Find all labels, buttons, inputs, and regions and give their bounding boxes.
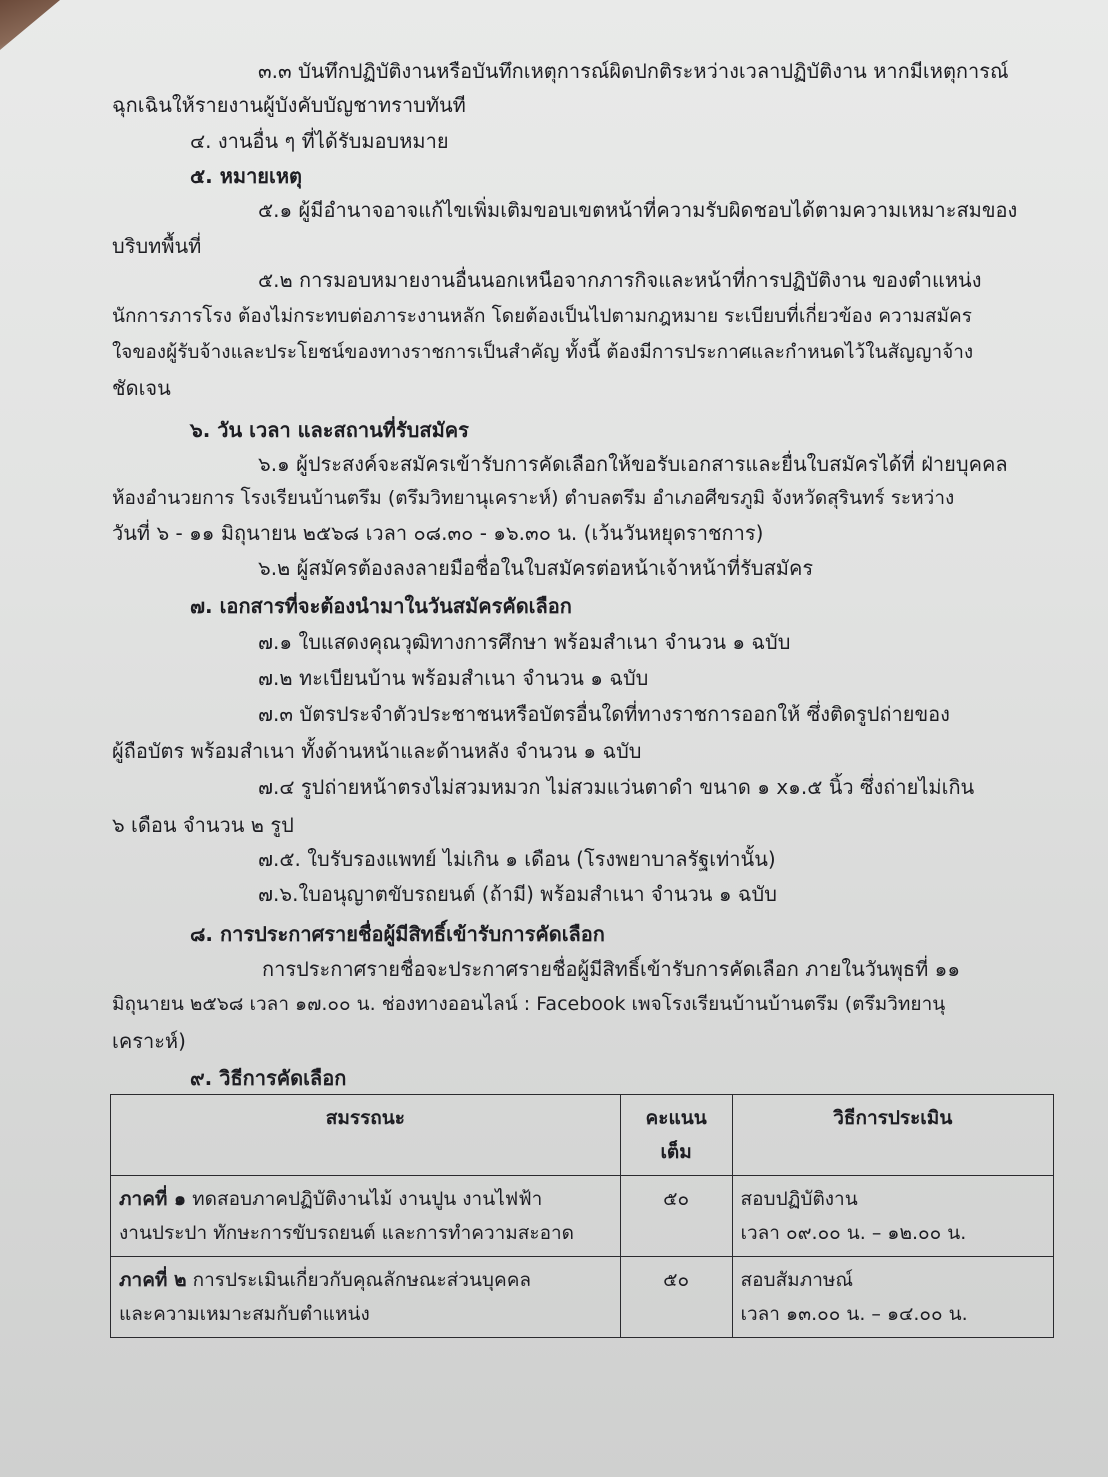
table-header-row — [111, 1095, 1054, 1176]
row-1-desc-1: ทดสอบภาคปฏิบัติงานไม้ งานปูน งานไฟฟ้า — [186, 1188, 543, 1210]
item-8-line-1: การประกาศรายชื่อจะประกาศรายชื่อผู้มีสิทธิ์เข้ารับการคัดเลือก ภายในวันพุธที่ ๑๑ — [262, 957, 961, 981]
table-row — [111, 1257, 1054, 1338]
item-3-3-line-2: ฉุกเฉินให้รายงานผู้บังคับบัญชาทราบทันที — [112, 93, 466, 117]
row-1-method — [732, 1176, 1054, 1257]
row-2-method — [732, 1257, 1054, 1338]
row-1-method-1: สอบปฏิบัติงาน — [740, 1188, 858, 1210]
item-5-2-line-1: ๕.๒ การมอบหมายงานอื่นนอกเหนือจากภารกิจและหน้าที่การปฏิบัติงาน ของตำแหน่ง — [258, 268, 982, 292]
row-2-method-1: สอบสัมภาษณ์ — [740, 1269, 854, 1291]
item-5-1-line-2: บริบทพื้นที่ — [112, 234, 202, 258]
item-7-4-line-2: ๖ เดือน จำนวน ๒ รูป — [112, 813, 294, 837]
item-6-2: ๖.๒ ผู้สมัครต้องลงลายมือชื่อในใบสมัครต่อหน้าเจ้าหน้าที่รับสมัคร — [258, 556, 814, 580]
selection-method-table — [110, 1094, 1054, 1338]
item-7-1: ๗.๑ ใบแสดงคุณวุฒิทางการศึกษา พร้อมสำเนา จำนวน ๑ ฉบับ — [258, 630, 791, 654]
item-6-1-line-2: ห้องอำนวยการ โรงเรียนบ้านตรึม (ตรึมวิทยานุเคราะห์) ตำบลตรึม อำเภอศีขรภูมิ จังหวัดสุรินทร์ ระหว่าง — [112, 487, 955, 509]
row-1-competency — [111, 1176, 621, 1257]
item-5-1-line-1: ๕.๑ ผู้มีอำนาจอาจแก้ไขเพิ่มเติมขอบเขตหน้าที่ความรับผิดชอบได้ตามความเหมาะสมของ — [258, 198, 1018, 222]
header-score-line-2: เต็ม — [660, 1141, 692, 1163]
item-7-6: ๗.๖.ใบอนุญาตขับรถยนต์ (ถ้ามี) พร้อมสำเนา จำนวน ๑ ฉบับ — [258, 882, 777, 906]
header-full-score — [620, 1095, 732, 1176]
item-7-5: ๗.๕. ใบรับรองแพทย์ ไม่เกิน ๑ เดือน (โรงพยาบาลรัฐเท่านั้น) — [258, 847, 776, 871]
item-3-3-line-1: ๓.๓ บันทึกปฏิบัติงานหรือบันทึกเหตุการณ์ผิดปกติระหว่างเวลาปฏิบัติงาน หากมีเหตุการณ์ — [258, 59, 1009, 83]
item-8-line-3: เคราะห์) — [112, 1029, 186, 1053]
header-score-line-1: คะแนน — [645, 1107, 707, 1129]
item-8-line-2: มิถุนายน ๒๕๖๘ เวลา ๑๗.๐๐ น. ช่องทางออนไลน์ : Facebook เพจโรงเรียนบ้านบ้านตรึม (ตรึมวิทยานุ — [112, 993, 946, 1015]
row-1-part-label: ภาคที่ ๑ — [119, 1188, 187, 1210]
table-row — [111, 1176, 1054, 1257]
row-2-desc-2: และความเหมาะสมกับตำแหน่ง — [119, 1303, 370, 1325]
row-2-score: ๕๐ — [620, 1257, 732, 1338]
row-2-desc-1: การประเมินเกี่ยวกับคุณลักษณะส่วนบุคคล — [186, 1269, 532, 1291]
row-2-part-label: ภาคที่ ๒ — [119, 1269, 187, 1291]
row-1-score: ๕๐ — [620, 1176, 732, 1257]
item-7-3-line-1: ๗.๓ บัตรประจำตัวประชาชนหรือบัตรอื่นใดที่ทางราชการออกให้ ซึ่งติดรูปถ่ายของ — [258, 702, 950, 726]
item-5-2-line-4: ชัดเจน — [112, 376, 171, 400]
section-5-heading: ๕. หมายเหตุ — [190, 164, 303, 188]
row-1-method-2: เวลา ๐๙.๐๐ น. – ๑๒.๐๐ น. — [740, 1222, 967, 1244]
item-5-2-line-2: นักการภารโรง ต้องไม่กระทบต่อภาระงานหลัก โดยต้องเป็นไปตามกฎหมาย ระเบียบที่เกี่ยวข้อง ความสมัคร — [112, 305, 972, 327]
header-method: วิธีการประเมิน — [732, 1095, 1054, 1176]
item-4: ๔. งานอื่น ๆ ที่ได้รับมอบหมาย — [190, 129, 449, 153]
row-1-desc-2: งานประปา ทักษะการขับรถยนต์ และการทำความสะอาด — [119, 1222, 575, 1244]
section-6-heading: ๖. วัน เวลา และสถานที่รับสมัคร — [190, 418, 469, 442]
header-competency: สมรรถนะ — [111, 1095, 621, 1176]
item-7-2: ๗.๒ ทะเบียนบ้าน พร้อมสำเนา จำนวน ๑ ฉบับ — [258, 666, 649, 690]
section-9-heading: ๙. วิธีการคัดเลือก — [190, 1066, 347, 1090]
item-5-2-line-3: ใจของผู้รับจ้างและประโยชน์ของทางราชการเป็นสำคัญ ทั้งนี้ ต้องมีการประกาศและกำหนดไว้ในสัญญาจ้าง — [112, 341, 974, 363]
row-2-competency — [111, 1257, 621, 1338]
item-7-3-line-2: ผู้ถือบัตร พร้อมสำเนา ทั้งด้านหน้าและด้านหลัง จำนวน ๑ ฉบับ — [112, 739, 642, 763]
item-6-1-line-1: ๖.๑ ผู้ประสงค์จะสมัครเข้ารับการคัดเลือกให้ขอรับเอกสารและยื่นใบสมัครได้ที่ ฝ่ายบุคคล — [258, 452, 1008, 476]
section-7-heading: ๗. เอกสารที่จะต้องนำมาในวันสมัครคัดเลือก — [190, 594, 572, 618]
section-8-heading: ๘. การประกาศรายชื่อผู้มีสิทธิ์เข้ารับการคัดเลือก — [190, 922, 605, 946]
item-6-1-line-3: วันที่ ๖ - ๑๑ มิถุนายน ๒๕๖๘ เวลา ๐๘.๓๐ - ๑๖.๓๐ น. (เว้นวันหยุดราชการ) — [112, 521, 764, 545]
row-2-method-2: เวลา ๑๓.๐๐ น. – ๑๔.๐๐ น. — [740, 1303, 968, 1325]
item-7-4-line-1: ๗.๔ รูปถ่ายหน้าตรงไม่สวมหมวก ไม่สวมแว่นตาดำ ขนาด ๑ x๑.๕ นิ้ว ซึ่งถ่ายไม่เกิน — [258, 775, 975, 799]
